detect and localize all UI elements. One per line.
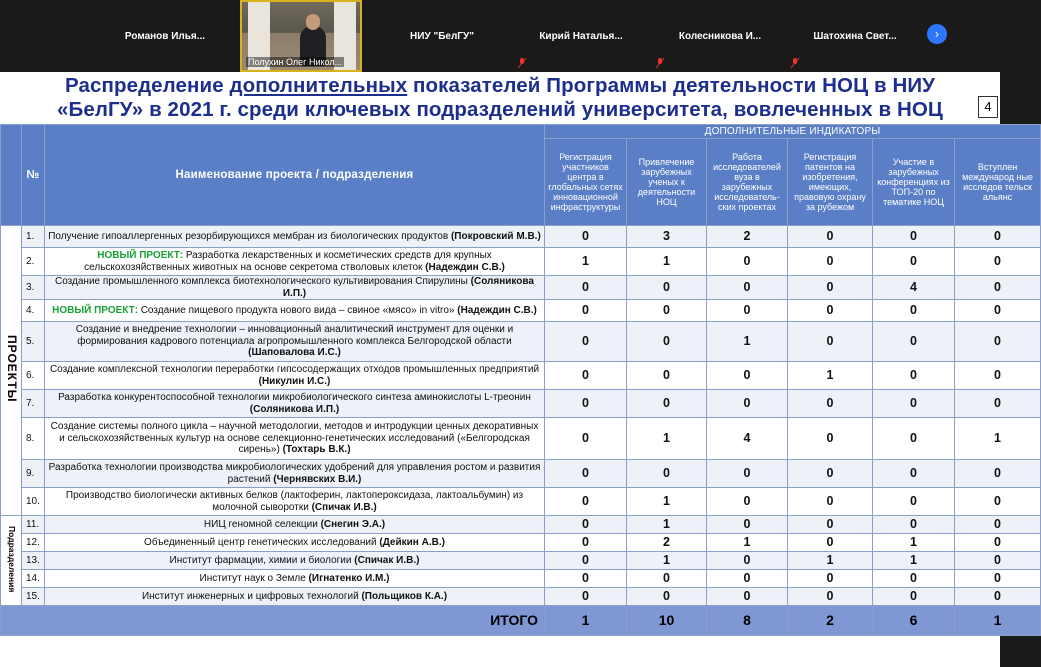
row-number: 10. (22, 488, 45, 516)
participant-name: Шатохина Свет... (813, 30, 897, 42)
row-number: 12. (22, 534, 45, 552)
table-row (1, 300, 1041, 322)
indicator-value: 0 (707, 552, 788, 570)
table-row (1, 248, 1041, 276)
row-number: 4. (22, 300, 45, 322)
total-value: 1 (545, 606, 627, 636)
indicator-value: 0 (707, 300, 788, 322)
indicator-value: 0 (707, 460, 788, 488)
indicator-value: 0 (955, 588, 1041, 606)
indicator-value: 0 (627, 300, 707, 322)
project-name: Разработка конкурентоспособной технологии микробиологического синтеза аминокислоты L-треонин (Соляникова И.П.) (45, 390, 545, 418)
shared-slide (0, 72, 1033, 667)
indicator-value: 0 (545, 226, 627, 248)
indicator-value: 0 (873, 362, 955, 390)
indicator-value: 0 (788, 460, 873, 488)
project-name: Создание и внедрение технологии – инновационный аналитический инструмент для оценки и формирования кадрового потенциала агропромышленного комплекса Белгородской области (Шаповалова И.С.) (45, 322, 545, 362)
participant-name: Колесникова И... (678, 30, 762, 42)
indicator-value: 0 (873, 588, 955, 606)
indicator-value: 4 (873, 276, 955, 300)
mic-muted-icon (791, 58, 799, 68)
indicators-table (0, 124, 1041, 636)
indicator-value: 0 (873, 322, 955, 362)
indicator-value: 1 (627, 552, 707, 570)
project-name: Создание системы полного цикла – научной методологии, методов и интродукции ценных декоративных и сельскохозяйственных культур на основе селекционно-генетических исследований («Белгородская сирень») (Тохтарь В.К.) (45, 418, 545, 460)
total-row (1, 606, 1041, 636)
indicator-value: 0 (627, 362, 707, 390)
mic-muted-icon (656, 58, 664, 68)
table-row (1, 516, 1041, 534)
participant-name: Полухин Олег Никол... (248, 57, 343, 67)
indicator-value: 0 (545, 362, 627, 390)
chevron-right-icon: › (935, 27, 939, 41)
project-name: НОВЫЙ ПРОЕКТ: Создание пищевого продукта нового вида – свиное «мясо» in vitro» (Надеждин С.В.) (45, 300, 545, 322)
indicator-value: 0 (955, 570, 1041, 588)
indicator-value: 1 (955, 418, 1041, 460)
indicator-value: 0 (545, 488, 627, 516)
row-number: 1. (22, 226, 45, 248)
indicator-value: 0 (955, 488, 1041, 516)
indicator-value: 0 (545, 534, 627, 552)
indicator-value: 0 (707, 248, 788, 276)
project-name: Создание комплексной технологии переработки гипсосодержащих отходов промышленных предприятий (Никулин И.С.) (45, 362, 545, 390)
indicator-value: 1 (873, 534, 955, 552)
table-row (1, 226, 1041, 248)
indicator-value: 0 (788, 276, 873, 300)
indicator-value: 0 (545, 418, 627, 460)
category-projects: ПРОЕКТЫ (1, 226, 22, 516)
total-value: 10 (627, 606, 707, 636)
indicator-value: 0 (545, 322, 627, 362)
participant-tile[interactable] (650, 0, 790, 72)
indicator-value: 0 (955, 276, 1041, 300)
indicator-value: 0 (873, 390, 955, 418)
project-name: НОВЫЙ ПРОЕКТ: Разработка лекарственных и косметических средств для крупных сельскохозяйственных животных на основе секретома стволовых клеток (Надеждин С.В.) (45, 248, 545, 276)
indicator-value: 0 (788, 300, 873, 322)
participant-video-tile[interactable] (240, 0, 362, 72)
indicator-value: 0 (707, 516, 788, 534)
indicator-value: 0 (873, 418, 955, 460)
indicator-value: 1 (707, 322, 788, 362)
indicator-value: 0 (627, 276, 707, 300)
indicator-value: 0 (707, 362, 788, 390)
indicator-value: 0 (955, 226, 1041, 248)
indicator-value: 0 (873, 226, 955, 248)
indicator-value: 0 (627, 322, 707, 362)
indicator-value: 0 (545, 516, 627, 534)
next-participants-button[interactable] (927, 24, 947, 44)
indicator-value: 1 (627, 418, 707, 460)
header-group: ДОПОЛНИТЕЛЬНЫЕ ИНДИКАТОРЫ (545, 125, 1041, 139)
row-number: 6. (22, 362, 45, 390)
row-number: 13. (22, 552, 45, 570)
indicator-value: 0 (873, 460, 955, 488)
indicator-value: 0 (788, 248, 873, 276)
slide-title: Распределение дополнительных показателей Программы деятельности НОЦ в НИУ «БелГУ» в 2021 г. среди ключевых подразделений университета, вовлеченных в НОЦ (57, 74, 943, 121)
indicator-value: 0 (545, 570, 627, 588)
indicator-value: 0 (627, 588, 707, 606)
participant-strip (0, 0, 1000, 72)
row-number: 15. (22, 588, 45, 606)
indicator-value: 0 (707, 588, 788, 606)
indicator-value: 0 (627, 570, 707, 588)
indicator-value: 0 (545, 552, 627, 570)
row-number: 8. (22, 418, 45, 460)
indicator-value: 0 (788, 516, 873, 534)
project-name: НИЦ геномной селекции (Снегин Э.А.) (45, 516, 545, 534)
table-row (1, 390, 1041, 418)
participant-name: Романов Илья... (124, 30, 206, 42)
table-row (1, 588, 1041, 606)
indicator-value: 0 (788, 488, 873, 516)
table-row (1, 488, 1041, 516)
indicator-value: 1 (545, 248, 627, 276)
participant-name: НИУ "БелГУ" (410, 30, 474, 42)
indicator-value: 0 (545, 276, 627, 300)
table-row (1, 276, 1041, 300)
indicator-value: 0 (955, 322, 1041, 362)
indicator-value: 0 (707, 276, 788, 300)
header-category (1, 125, 22, 226)
participant-tile[interactable] (785, 0, 925, 72)
project-name: Получение гипоаллергенных резорбирующихся мембран из биологических продуктов (Покровский М.В.) (45, 226, 545, 248)
indicator-value: 0 (955, 460, 1041, 488)
table-row (1, 552, 1041, 570)
header-number: № (22, 125, 45, 226)
indicator-value: 0 (873, 248, 955, 276)
project-name: Институт фармации, химии и биологии (Спичак И.В.) (45, 552, 545, 570)
indicator-value: 2 (627, 534, 707, 552)
total-value: 1 (955, 606, 1041, 636)
table-row (1, 322, 1041, 362)
indicator-value: 0 (955, 248, 1041, 276)
indicator-value: 4 (707, 418, 788, 460)
indicator-value: 0 (873, 516, 955, 534)
table-row (1, 418, 1041, 460)
total-label: ИТОГО (1, 606, 545, 636)
project-name: Институт инженерных и цифровых технологий (Польщиков К.А.) (45, 588, 545, 606)
indicator-value: 0 (788, 534, 873, 552)
participant-tile[interactable] (95, 0, 235, 72)
indicator-value: 0 (707, 570, 788, 588)
indicator-value: 0 (955, 534, 1041, 552)
header-indicator: Вступлен международ ные исследов тельск альянс (955, 139, 1041, 226)
indicator-value: 0 (545, 588, 627, 606)
total-value: 2 (788, 606, 873, 636)
row-number: 11. (22, 516, 45, 534)
table-row (1, 362, 1041, 390)
header-project-name: Наименование проекта / подразделения (45, 125, 545, 226)
indicator-value: 3 (627, 226, 707, 248)
indicator-value: 2 (707, 226, 788, 248)
row-number: 2. (22, 248, 45, 276)
indicator-value: 0 (873, 300, 955, 322)
indicator-value: 1 (873, 552, 955, 570)
indicator-value: 0 (627, 460, 707, 488)
indicator-value: 0 (707, 390, 788, 418)
row-number: 9. (22, 460, 45, 488)
row-number: 14. (22, 570, 45, 588)
project-name: Разработка технологии производства микробиологических удобрений для управления ростом и развития растений (Чернявских В.И.) (45, 460, 545, 488)
total-value: 8 (707, 606, 788, 636)
table-row (1, 460, 1041, 488)
indicator-value: 0 (955, 552, 1041, 570)
project-name: Производство биологически активных белков (лактоферин, лактопероксидаза, лактоальбумин) из молочной сыворотки (Спичак И.В.) (45, 488, 545, 516)
row-number: 3. (22, 276, 45, 300)
indicator-value: 1 (707, 534, 788, 552)
indicator-value: 0 (788, 390, 873, 418)
indicator-value: 0 (788, 322, 873, 362)
indicator-value: 0 (545, 460, 627, 488)
indicator-value: 0 (545, 300, 627, 322)
indicator-value: 0 (873, 570, 955, 588)
category-units: Подразделения (1, 516, 22, 606)
header-indicator: Участие в зарубежных конференциях из ТОП-20 по тематике НОЦ (873, 139, 955, 226)
indicator-value: 0 (955, 516, 1041, 534)
indicator-value: 0 (955, 362, 1041, 390)
project-name: Создание промышленного комплекса биотехнологического культивирования Спирулины (Соляникова И.П.) (45, 276, 545, 300)
header-indicator: Регистрация участников центра в глобальных сетях инновационной инфраструктуры (545, 139, 627, 226)
participant-tile[interactable] (512, 0, 650, 72)
table-row (1, 570, 1041, 588)
indicator-value: 1 (627, 248, 707, 276)
header-indicator: Привлечение зарубежных ученых к деятельности НОЦ (627, 139, 707, 226)
indicator-value: 0 (955, 390, 1041, 418)
indicator-value: 0 (873, 488, 955, 516)
indicator-value: 0 (788, 570, 873, 588)
project-name: Институт наук о Земле (Игнатенко И.М.) (45, 570, 545, 588)
indicator-value: 0 (545, 390, 627, 418)
slide-number: 4 (978, 96, 998, 118)
project-name: Объединенный центр генетических исследований (Дейкин А.В.) (45, 534, 545, 552)
indicator-value: 0 (707, 488, 788, 516)
row-number: 7. (22, 390, 45, 418)
total-value: 6 (873, 606, 955, 636)
indicator-value: 0 (955, 300, 1041, 322)
indicator-value: 1 (627, 488, 707, 516)
indicator-value: 0 (788, 588, 873, 606)
participant-name: Кирий Наталья... (539, 30, 623, 42)
indicator-value: 0 (627, 390, 707, 418)
participant-tile[interactable] (372, 0, 512, 72)
mic-muted-icon (518, 58, 526, 68)
header-indicator: Работа исследователей вуза в зарубежных исследователь-ских проектах (707, 139, 788, 226)
indicator-value: 1 (627, 516, 707, 534)
table-row (1, 534, 1041, 552)
indicator-value: 0 (788, 418, 873, 460)
indicator-value: 1 (788, 552, 873, 570)
header-indicator: Регистрация патентов на изобретения, имеющих, правовую охрану за рубежом (788, 139, 873, 226)
indicator-value: 1 (788, 362, 873, 390)
indicator-value: 0 (788, 226, 873, 248)
row-number: 5. (22, 322, 45, 362)
